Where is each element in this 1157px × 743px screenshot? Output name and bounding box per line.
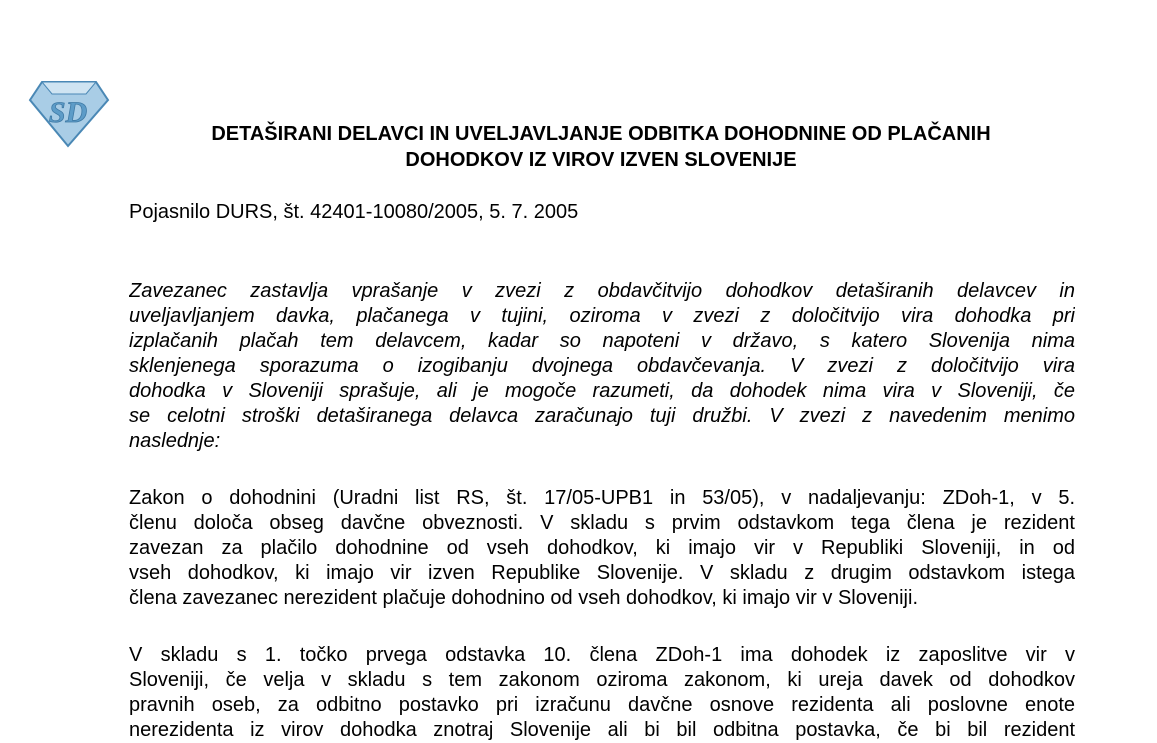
paragraph-line: sklenjenega sporazuma o izogibanju dvojnega obdavčevanja. V zvezi z določitvijo vira bbox=[129, 355, 1075, 377]
title-line: DETAŠIRANI DELAVCI IN UVELJAVLJANJE ODBITKA DOHODNINE OD PLAČANIH bbox=[211, 123, 991, 145]
paragraph-line: Sloveniji, če velja v skladu s tem zakonom oziroma zakonom, ki ureja davek od dohodkov bbox=[129, 669, 1075, 691]
paragraph-line: izplačanih plačah tem delavcem, kadar so napoteni v državo, s katero Slovenija nima bbox=[129, 330, 1075, 352]
paragraph-line: dohodka v Sloveniji sprašuje, ali je mogoče razumeti, da dohodek nima vira v Sloveniji, če bbox=[129, 380, 1075, 402]
paragraph-question bbox=[129, 279, 1075, 454]
paragraph-line: Zakon o dohodnini (Uradni list RS, št. 17/05-UPB1 in 53/05), v nadaljevanju: ZDoh-1, v 5. bbox=[129, 487, 1075, 509]
paragraph-line: zavezan za plačilo dohodnine od vseh dohodkov, ki imajo vir v Republiki Sloveniji, in od bbox=[129, 537, 1075, 559]
title-line: DOHODKOV IZ VIROV IZVEN SLOVENIJE bbox=[405, 149, 797, 171]
paragraph-line: V skladu s 1. točko prvega odstavka 10. člena ZDoh-1 ima dohodek iz zaposlitve vir v bbox=[129, 644, 1075, 666]
paragraph-line: vseh dohodkov, ki imajo vir izven Republike Slovenije. V skladu z drugim odstavkom istega bbox=[129, 562, 1075, 584]
paragraph-line: členu določa obseg davčne obveznosti. V skladu s prvim odstavkom tega člena je rezident bbox=[129, 512, 1075, 534]
sd-diamond-logo bbox=[28, 78, 110, 148]
logo-monogram: SD bbox=[48, 96, 88, 129]
paragraph-line: člena zavezanec nerezident plačuje dohodnino od vseh dohodkov, ki imajo vir v Sloveniji. bbox=[129, 587, 918, 609]
logo-diamond-facet bbox=[42, 82, 96, 94]
paragraph-line: pravnih oseb, za odbitno postavko pri izračunu davčne osnove rezidenta ali poslovne enote bbox=[129, 694, 1075, 716]
paragraph-line: uveljavljanjem davka, plačanega v tujini, oziroma v zvezi z določitvijo vira dohodka pri bbox=[129, 305, 1075, 327]
document-reference: Pojasnilo DURS, št. 42401-10080/2005, 5. 7. 2005 bbox=[129, 201, 579, 223]
paragraph-line: Zavezanec zastavlja vprašanje v zvezi z obdavčitvijo dohodkov detaširanih delavcev in bbox=[129, 280, 1075, 302]
document-title bbox=[128, 121, 1074, 173]
paragraph-income-source bbox=[129, 643, 1075, 743]
paragraph-line: nerezidenta iz virov dohodka znotraj Slovenije ali bi bil odbitna postavka, če bi bil rezident bbox=[129, 719, 1075, 741]
paragraph-line: naslednje: bbox=[129, 430, 221, 452]
paragraph-line: se celotni stroški detaširanega delavca zaračunajo tuji družbi. V zvezi z navedenim menimo bbox=[129, 405, 1075, 427]
paragraph-law-scope bbox=[129, 486, 1075, 611]
